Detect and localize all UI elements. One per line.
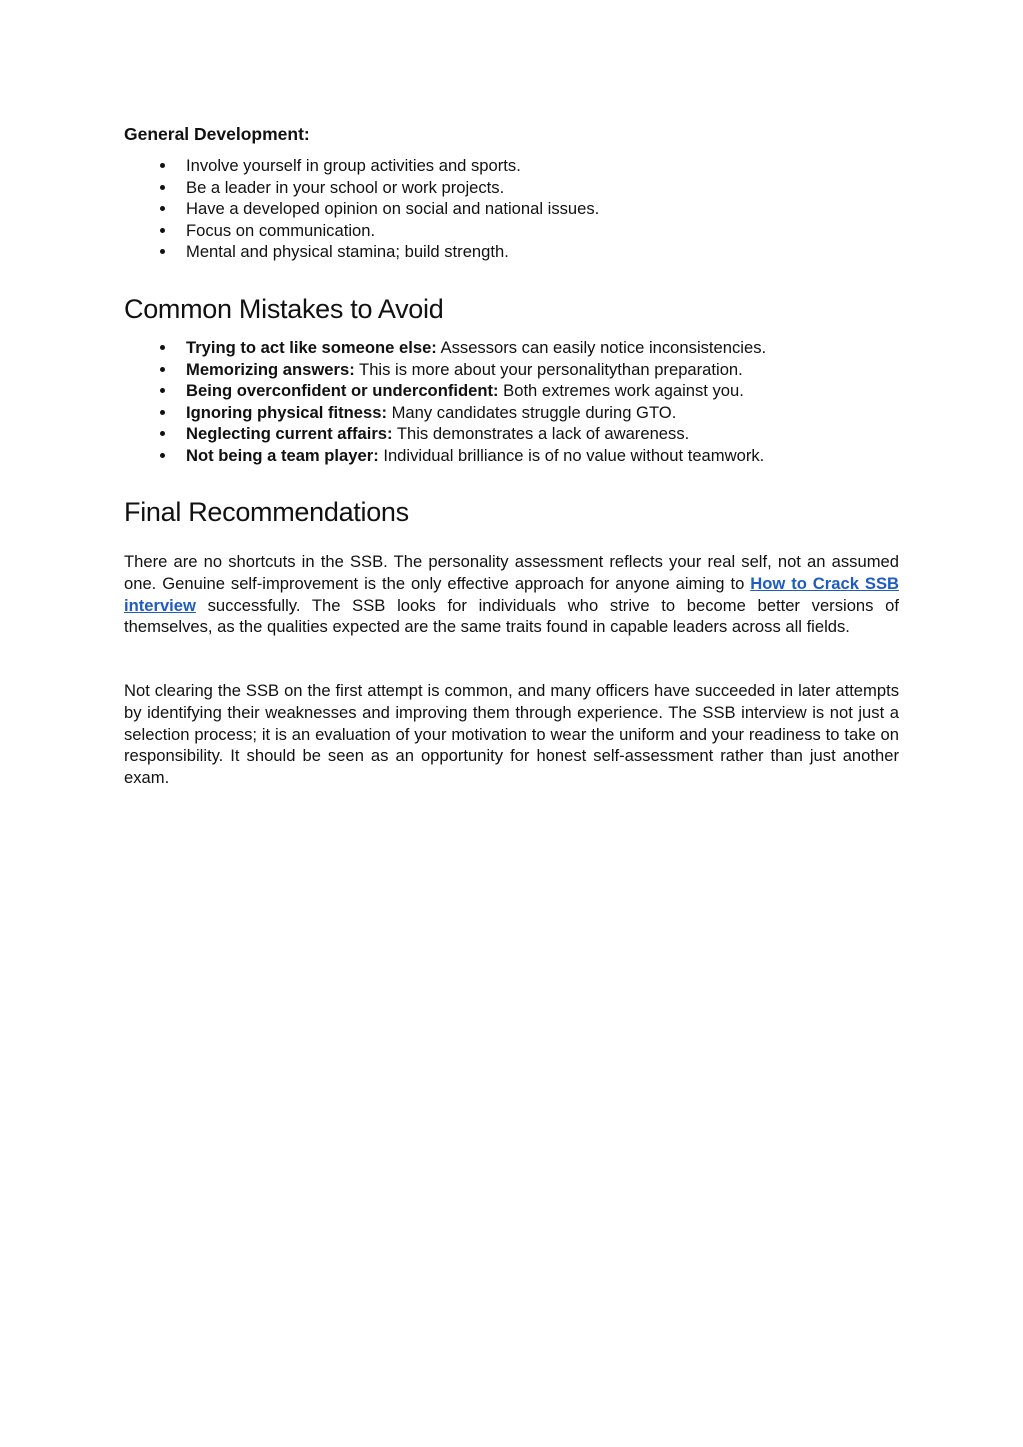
list-item: Neglecting current affairs: This demonstrates a lack of awareness. — [124, 423, 766, 445]
bullet-icon — [160, 367, 165, 372]
general-development-list — [124, 155, 599, 263]
list-item: Mental and physical stamina; build strength. — [124, 241, 599, 263]
bullet-icon — [160, 453, 165, 458]
bullet-icon — [160, 345, 165, 350]
mistake-title: Being overconfident or underconfident: — [186, 381, 499, 401]
bullet-icon — [160, 228, 165, 233]
common-mistakes-heading: Common Mistakes to Avoid — [124, 294, 444, 324]
how-to-crack-ssb-link[interactable]: How to Crack SSB interview — [124, 573, 899, 615]
list-item: Being overconfident or underconfident: Both extremes work against you. — [124, 380, 766, 402]
final-recommendations-paragraph-1: There are no shortcuts in the SSB. The personality assessment reflects your real self, not an assumed one. Genuine self-improvement is the only effective approach for anyone aiming to How to Crack SSB interview successfully. The SSB looks for individuals who strive to become better versions of themselves, as the qualities expected are the same traits found in capable leaders across all fields. — [124, 552, 899, 637]
bullet-icon — [160, 163, 165, 168]
bullet-icon — [160, 185, 165, 190]
mistake-title: Not being a team player: — [186, 445, 379, 465]
bullet-icon — [160, 410, 165, 415]
list-item: Involve yourself in group activities and sports. — [124, 155, 599, 177]
list-item: Not being a team player: Individual brilliance is of no value without teamwork. — [124, 445, 766, 467]
bullet-icon — [160, 249, 165, 254]
final-recommendations-heading: Final Recommendations — [124, 497, 409, 527]
list-item: Ignoring physical fitness: Many candidates struggle during GTO. — [124, 402, 766, 424]
mistake-title: Ignoring physical fitness: — [186, 402, 387, 422]
bullet-icon — [160, 206, 165, 211]
list-item: Memorizing answers: This is more about your personalitythan preparation. — [124, 359, 766, 381]
common-mistakes-list — [124, 337, 766, 467]
mistake-title: Neglecting current affairs: — [186, 424, 393, 444]
bullet-icon — [160, 431, 165, 436]
mistake-title: Trying to act like someone else: — [186, 338, 437, 357]
list-item: Have a developed opinion on social and national issues. — [124, 198, 599, 220]
list-item: Trying to act like someone else: Assessors can easily notice inconsistencies. — [124, 337, 766, 359]
list-item: Focus on communication. — [124, 220, 599, 242]
list-item: Be a leader in your school or work projects. — [124, 177, 599, 199]
bullet-icon — [160, 388, 165, 393]
final-recommendations-paragraph-2: Not clearing the SSB on the first attempt is common, and many officers have succeeded in later attempts by identifying their weaknesses and improving them through experience. The SSB interview is not just a selection process; it is an evaluation of your motivation to wear the uniform and your readiness to take on responsibility. It should be seen as an opportunity for honest self-assessment rather than just another exam. — [124, 681, 899, 788]
mistake-title: Memorizing answers: — [186, 359, 355, 379]
general-development-heading: General Development: — [124, 124, 310, 144]
